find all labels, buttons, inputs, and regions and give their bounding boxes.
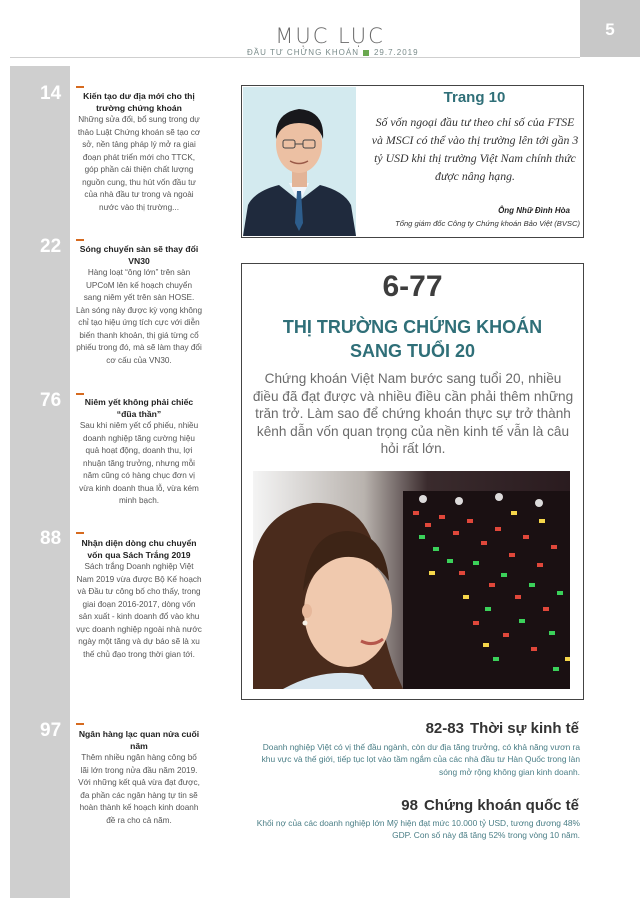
toc-entry-description: Những sửa đổi, bổ sung trong dự thảo Luật Chứng khoán sẽ tạo cơ sở, nền tảng pháp lý mở ra giai đoạn phát triển mới cho TTCK, góp phần cải thiện chất lượng nguồn cung, thu hút vốn đầu tư của nhà đầu tư trong và ngoài nước vào thị trường... (77, 115, 201, 212)
feature-title-line1[interactable]: THỊ TRƯỜNG CHỨNG KHOÁN (282, 317, 543, 337)
accent-bar (76, 239, 84, 241)
toc-entry-title: Sóng chuyển sàn sẽ thay đổi VN30 (79, 244, 199, 266)
toc-page-number: 88 (40, 528, 62, 549)
toc-page-number: 14 (40, 83, 62, 104)
accent-bar (76, 532, 84, 534)
toc-entry[interactable] (76, 537, 202, 661)
toc-entry-title: Nhận diện dòng chu chuyển vốn qua Sách Trắng 2019 (81, 538, 197, 560)
square-bullet-icon (363, 50, 369, 56)
toc-page-number: 76 (40, 390, 62, 411)
quote-author-name: Ông Nhữ Đình Hòa (498, 206, 570, 215)
section-heading[interactable] (401, 797, 579, 814)
man-portrait-illustration (243, 87, 356, 236)
toc-entry-title: Kiến tạo dư địa mới cho thị trường chứng khoán (83, 91, 195, 113)
feature-page-range: 6-77 (382, 270, 443, 303)
toc-entry[interactable] (76, 90, 202, 214)
toc-entry-title: Niêm yết không phải chiếc “đũa thần” (84, 397, 194, 419)
accent-bar (76, 86, 84, 88)
toc-entry-description: Thêm nhiều ngân hàng công bố lãi lớn trong nửa đầu năm 2019. Với những kết quả vừa đạt được, đa phần các ngân hàng tự tin sẽ hoàn thành kế hoạch kinh doanh đề ra cho cả năm. (78, 753, 200, 825)
section-title: Chứng khoán quốc tế (423, 797, 579, 814)
feature-title-line2[interactable]: SANG TUỔI 20 (349, 341, 476, 361)
toc-entry-title: Ngân hàng lạc quan nửa cuối năm (78, 729, 200, 751)
sidebar-column (10, 66, 70, 898)
portrait-photo (243, 87, 356, 236)
publication-date: 29.7.2019 (373, 48, 419, 57)
feature-description: Chứng khoán Việt Nam bước sang tuổi 20, nhiều điều đã đạt được và nhiều điều cần phải thêm những trăn trở. Làm sao để chứng khoán thực sự trở thành kênh dẫn vốn quan trọng của nền kinh tế vẫn là câu hỏi rất lớn. (252, 371, 574, 456)
quote-page-title: Trang 10 (443, 89, 506, 106)
toc-entry[interactable] (76, 243, 202, 367)
accent-bar (76, 723, 84, 725)
section-page-number: 98 (401, 797, 418, 814)
toc-page-number: 97 (40, 720, 62, 741)
page-number: 5 (605, 20, 615, 39)
section-heading[interactable] (426, 720, 579, 737)
stock-board-photo (253, 471, 570, 689)
quote-text: Số vốn ngoại đầu tư theo chỉ số của FTSE và MSCI có thể vào thị trường lên tới gần 3 tỷ USD khi thị trường Việt Nam chính thức được nâng hạng. (371, 115, 579, 183)
header-divider (10, 57, 580, 58)
section-description: Doanh nghiệp Việt có vị thế đầu ngành, còn dư địa tăng trưởng, có khả năng vươn ra khu vực và thế giới, tiếp tục lọt vào tầm ngắm của các nhà đầu tư Hàn Quốc trong làn sóng mở rộng không gian kinh doanh. (261, 742, 580, 777)
publication-name: ĐẦU TƯ CHỨNG KHOÁN (247, 48, 359, 57)
page-title: MỤC LỤC (275, 24, 385, 48)
section-title: Thời sự kinh tế (469, 720, 579, 737)
toc-entry[interactable] (76, 728, 202, 827)
toc-entry-description: Sau khi niêm yết cổ phiếu, nhiều doanh nghiệp tăng cường hiệu quả hoạt động, doanh thu, lợi nhuận tăng trưởng, nhưng mỗi năm cũng có hàng chục đơn vị vừa kinh doanh thua lỗ, vừa kém minh bạch. (79, 421, 199, 505)
toc-entry[interactable] (76, 396, 202, 508)
toc-page-number: 22 (40, 236, 62, 257)
accent-bar (76, 393, 84, 395)
toc-entry-description: Sách trắng Doanh nghiệp Việt Nam 2019 vừa được Bộ Kế hoạch và Đầu tư công bố cho thấy, trong giai đoạn 2016-2017, dòng vốn sản xuất - kinh doanh đổ vào khu vực doanh nghiệp ngoài nhà nước ngày một tăng và dự báo sẽ là xu thế chủ đạo trong thời gian tới. (76, 562, 202, 659)
publication-line (247, 48, 437, 57)
quote-author-role: Tổng giám đốc Công ty Chứng khoán Bảo Việt (BVSC) (395, 219, 580, 228)
section-page-number: 82-83 (425, 720, 464, 737)
section-description: Khối nợ của các doanh nghiệp lớn Mỹ hiện đạt mức 10.000 tỷ USD, tương đương 48% GDP. Con số này đã tăng 52% trong vòng 10 năm. (256, 818, 580, 841)
toc-entry-description: Hàng loạt “ông lớn” trên sàn UPCoM lên kế hoạch chuyển sang niêm yết trên sàn HOSE. Làn sóng này được kỳ vọng không chỉ tạo hiệu ứng tích cực với diễn biến thanh khoản, thị giá từng cổ phiếu trong đó, mà sẽ làm thay đổi cơ cấu của VN30. (76, 268, 203, 365)
woman-stock-board-illustration (253, 471, 570, 689)
